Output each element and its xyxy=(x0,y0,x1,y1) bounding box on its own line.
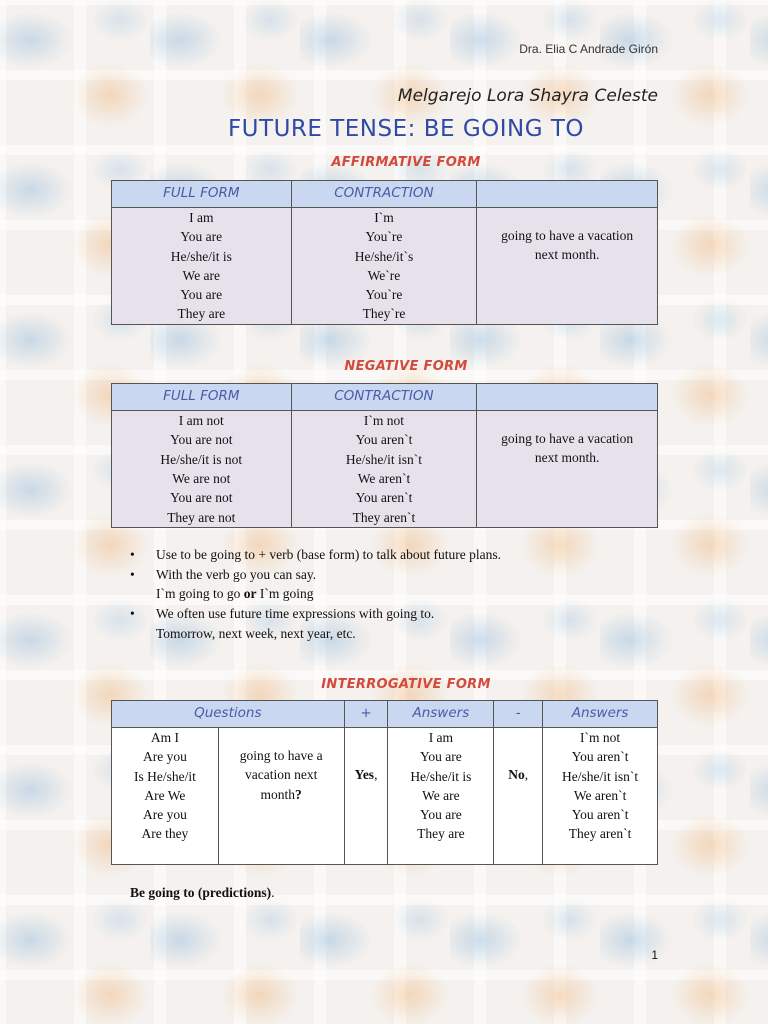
list-item: I`m not xyxy=(580,730,621,745)
list-item: I`m not xyxy=(363,413,405,429)
question-complement xyxy=(218,728,344,865)
no-label: No xyxy=(508,767,525,782)
list-item: He/she/it isn`t xyxy=(345,451,423,467)
example-text: I`m going to go xyxy=(156,586,241,602)
list-item: I am xyxy=(189,210,214,225)
list-item: Are they xyxy=(141,826,189,842)
list-item: Is He/she/it xyxy=(133,768,196,784)
affirmative-table xyxy=(111,180,658,325)
list-item: Am I xyxy=(150,730,179,745)
predictions-heading xyxy=(130,885,275,901)
list-item: You are not xyxy=(170,490,233,506)
positive-answers-list xyxy=(388,728,494,865)
list-item: You aren`t xyxy=(571,807,629,823)
list-item: He/she/it isn`t xyxy=(562,768,639,784)
col-empty xyxy=(477,384,658,411)
list-item: Are you xyxy=(142,749,187,765)
list-item: We aren`t xyxy=(573,787,627,803)
page-number: 1 xyxy=(651,948,658,962)
list-item xyxy=(130,565,670,585)
question-mark: ? xyxy=(295,786,302,802)
col-minus: - xyxy=(494,701,543,728)
interrogative-heading: INTERROGATIVE FORM xyxy=(321,677,491,692)
document-author: Dra. Elia C Andrade Girón xyxy=(519,42,658,56)
list-item: We aren`t xyxy=(357,471,411,486)
list-item: Are you xyxy=(142,807,187,823)
list-item: I am not xyxy=(178,413,224,429)
complement-text: going to have a vacation next month xyxy=(239,748,323,802)
full-form-list xyxy=(112,208,292,325)
list-item: They are xyxy=(177,306,226,322)
list-item: They are not xyxy=(167,509,236,525)
bullet-icon: • xyxy=(130,566,135,582)
note-text: With the verb go you can say. xyxy=(156,566,317,582)
list-item: They aren`t xyxy=(352,509,416,525)
col-answers-negative: Answers xyxy=(543,701,658,728)
predictions-text: Be going to (predictions) xyxy=(130,885,272,900)
comma: , xyxy=(374,767,378,782)
yes-label: Yes xyxy=(354,767,375,782)
col-answers-positive: Answers xyxy=(388,701,494,728)
contraction-list xyxy=(291,411,477,528)
negative-heading: NEGATIVE FORM xyxy=(344,359,468,374)
bullet-icon: • xyxy=(130,547,135,562)
negative-answers-list xyxy=(543,728,658,865)
usage-notes xyxy=(130,545,670,644)
comma: , xyxy=(524,767,529,782)
list-item xyxy=(130,604,670,624)
list-item: He/she/it`s xyxy=(354,248,414,264)
list-item: We are xyxy=(422,787,460,803)
full-form-list xyxy=(112,411,292,528)
page-title: FUTURE TENSE: BE GOING TO xyxy=(227,116,585,142)
list-item: We are xyxy=(182,267,221,283)
list-item: He/she/it is not xyxy=(160,451,243,467)
list-item: They aren`t xyxy=(568,826,632,842)
note-example: Tomorrow, next week, next year, etc. xyxy=(156,625,356,641)
col-contraction: CONTRACTION xyxy=(291,181,477,208)
list-item: We`re xyxy=(367,267,401,283)
list-item: You aren`t xyxy=(355,432,413,448)
bullet-icon: • xyxy=(130,606,135,622)
complement-cell: going to have a vacation next month. xyxy=(477,208,658,325)
col-plus: + xyxy=(344,701,388,728)
col-empty xyxy=(477,181,658,208)
example-or: or xyxy=(243,586,257,602)
list-item: You aren`t xyxy=(355,490,413,506)
negative-table xyxy=(111,383,658,528)
list-item: They`re xyxy=(362,306,406,322)
yes-cell xyxy=(344,728,388,865)
list-item: You`re xyxy=(365,229,403,245)
list-item: We are not xyxy=(172,471,231,486)
period: . xyxy=(271,885,275,900)
list-item: You are xyxy=(419,749,462,765)
col-full-form: FULL FORM xyxy=(112,384,292,411)
note-text: We often use future time expressions with going to. xyxy=(156,606,435,622)
contraction-list xyxy=(291,208,477,325)
list-item: They are xyxy=(417,826,465,842)
student-name: Melgarejo Lora Shayra Celeste xyxy=(397,86,658,106)
list-item xyxy=(130,545,670,565)
list-item: You aren`t xyxy=(571,749,629,765)
list-item: You are xyxy=(180,287,223,303)
questions-list xyxy=(112,728,219,865)
col-full-form: FULL FORM xyxy=(112,181,292,208)
complement-cell: going to have a vacation next month. xyxy=(477,411,658,528)
no-cell xyxy=(494,728,543,865)
col-questions: Questions xyxy=(112,701,345,728)
note-text: Use to be going to + verb (base form) to talk about future plans. xyxy=(156,547,502,562)
list-item: I`m xyxy=(374,210,394,225)
list-item: Are We xyxy=(144,787,186,803)
list-item: He/she/it is xyxy=(410,768,472,784)
list-item: I am xyxy=(428,730,454,745)
list-item: You are xyxy=(419,807,462,823)
note-example xyxy=(130,584,670,604)
list-item: You are xyxy=(180,229,223,245)
affirmative-heading: AFFIRMATIVE FORM xyxy=(331,155,481,170)
col-contraction: CONTRACTION xyxy=(291,384,477,411)
list-item: You are not xyxy=(170,432,233,448)
interrogative-table xyxy=(111,700,658,865)
list-item: He/she/it is xyxy=(170,248,232,264)
example-text: I`m going xyxy=(259,586,314,602)
list-item: You`re xyxy=(365,287,403,303)
